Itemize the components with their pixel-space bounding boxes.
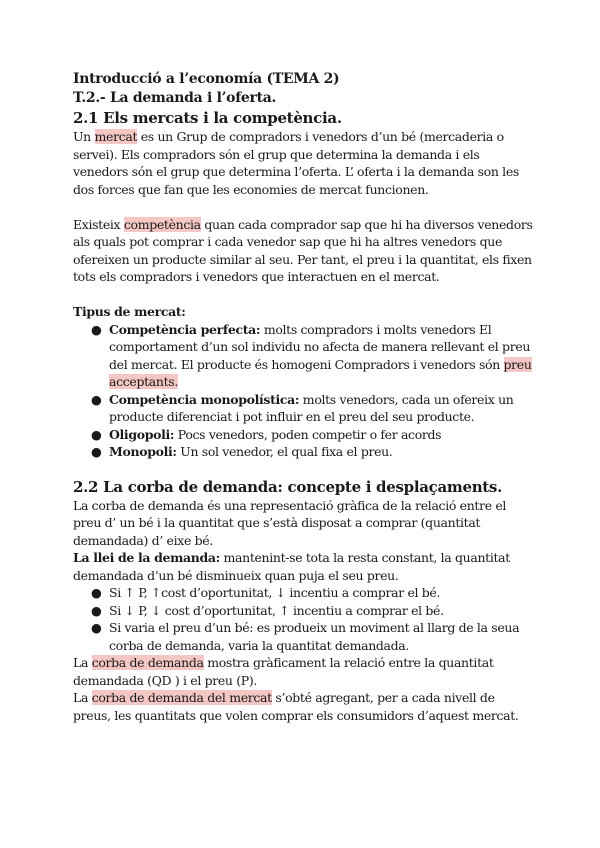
text-run: Existeix xyxy=(73,216,124,232)
list-term: Competència monopolística: xyxy=(109,391,300,407)
market-types-label: Tipus de mercat: xyxy=(73,304,186,319)
highlight-corba-demanda-mercat: corba de demanda del mercat xyxy=(91,690,272,705)
paragraph-corba-grafica xyxy=(73,654,535,689)
text-run: Si ↓ P, ↓ cost d’oportunitat, ↑ incentiu a comprar el bé. xyxy=(109,602,444,618)
list-item xyxy=(91,619,535,654)
text-run: Un sol venedor, el qual fixa el preu. xyxy=(176,444,393,459)
paragraph-corba-intro: La corba de demanda és una representació gràfica de la relació entre el preu d’ un bé i la quantitat que s’està disposat a comprar (quantitat demandada) d’ eixe bé. xyxy=(73,497,507,548)
text-run: Un xyxy=(73,129,95,144)
text-run: La xyxy=(73,655,92,670)
highlight-mercat: mercat xyxy=(94,129,138,144)
text-run: s’obté agregant, per a cada nivell de preus, les quantitats que volen comprar els consumidors d’aquest mercat. xyxy=(73,690,519,723)
bullet-icon: ● xyxy=(91,426,102,442)
document-subtitle: T.2.- La demanda i l’oferta. xyxy=(73,90,277,106)
text-run: molts venedors, cada un ofereix un producte diferenciat i pot influir en el preu del seu producte. xyxy=(109,391,514,424)
document-content xyxy=(73,70,535,724)
text-run: La xyxy=(73,690,92,705)
document-title: Introducció a l’economía (TEMA 2) xyxy=(73,71,340,87)
list-term: Monopoli: xyxy=(109,444,177,459)
text-run: Si varia el preu d’un bé: es produeix un moviment al llarg de la seua corba de demanda, varia la quantitat demandada. xyxy=(109,620,520,653)
list-item xyxy=(91,443,535,461)
market-types-list xyxy=(73,321,535,461)
bullet-icon: ● xyxy=(91,391,102,407)
highlight-competencia: competència xyxy=(123,216,201,232)
law-label: La llei de la demanda: xyxy=(73,550,220,565)
list-item xyxy=(91,584,535,602)
list-item xyxy=(91,391,535,426)
paragraph-competencia xyxy=(73,216,535,286)
list-term: Competència perfecta: xyxy=(109,321,261,337)
list-item xyxy=(91,426,535,444)
text-run: mostra gràficament la relació entre la quantitat demandada (QD ) i el preu (P). xyxy=(73,655,494,688)
paragraph-mercat xyxy=(73,128,535,198)
demand-bullets xyxy=(73,584,535,654)
highlight-preu-acceptants: preu acceptants. xyxy=(109,356,532,389)
text-run: mantenint-se tota la resta constant, la quantitat demandada d’un bé disminueix quan puja el seu preu. xyxy=(73,550,510,583)
bullet-icon: ● xyxy=(91,321,102,337)
bullet-icon: ● xyxy=(91,585,102,600)
section-heading-2-1: 2.1 Els mercats i la competència. xyxy=(73,109,342,127)
list-item xyxy=(91,321,535,391)
list-item xyxy=(91,602,535,620)
text-run: Si ↑ P, ↑cost d’oportunitat, ↓ incentiu a comprar el bé. xyxy=(109,585,441,600)
bullet-icon: ● xyxy=(91,620,102,635)
text-run: molts compradors i molts venedors El comportament d’un sol individu no afecta de manera rellevant el preu del mercat. El producte és homogeni Compradors i venedors són xyxy=(109,321,531,372)
paragraph-corba-mercat xyxy=(73,689,535,724)
paragraph-llei-demanda xyxy=(73,549,535,584)
text-run: Pocs venedors, poden competir o fer acords xyxy=(174,426,442,442)
bullet-icon: ● xyxy=(91,444,102,459)
list-term: Oligopoli: xyxy=(109,426,175,442)
highlight-corba-demanda: corba de demanda xyxy=(91,655,204,670)
text-run: quan cada comprador sap que hi ha diversos venedors als quals pot comprar i cada venedor sap que hi ha altres venedors que ofereixen un producte similar al seu. Per tant, el preu i la quantitat, els fixen tots els compradors i venedors que interactuen en el mercat. xyxy=(73,216,533,284)
section-heading-2-2: 2.2 La corba de demanda: concepte i desplaçaments. xyxy=(73,477,503,496)
text-run: es un Grup de compradors i venedors d’un bé (mercaderia o servei). Els compradors són el grup que determina la demanda i els venedors són el grup que determina l’oferta. L’ oferta i la demanda son les dos forces que fan que les economies de mercat funcionen. xyxy=(73,129,519,197)
bullet-icon: ● xyxy=(91,602,102,618)
